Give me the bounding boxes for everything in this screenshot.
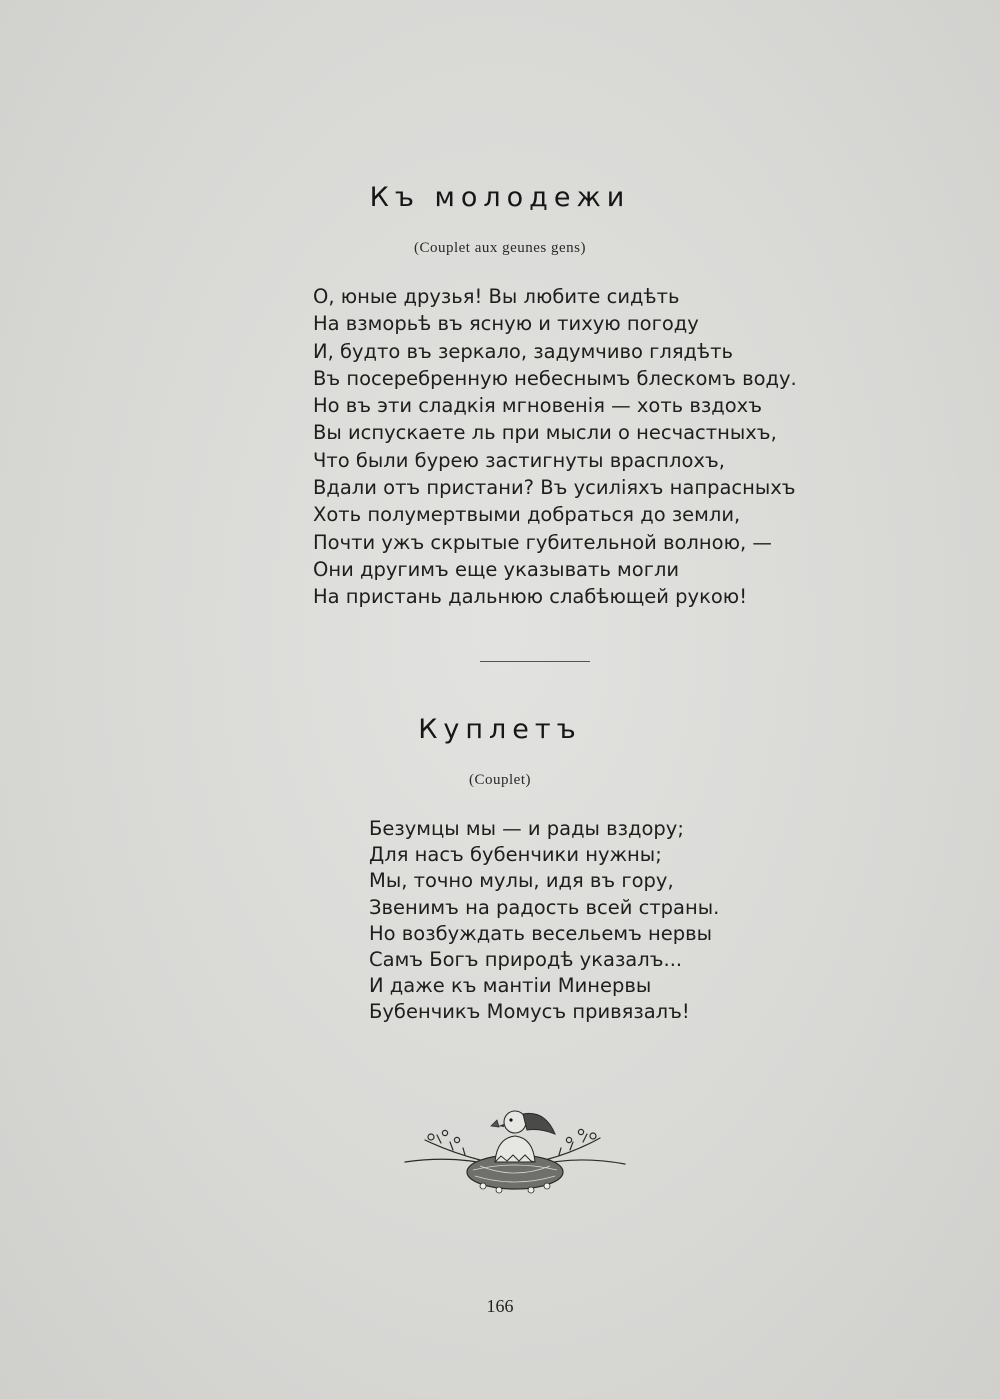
poem-line: Звенимъ на радость всей страны. [369, 895, 720, 919]
poem-title: Къ молодежи [369, 182, 631, 213]
poem-line: Безумцы мы — и рады вздору; [369, 817, 684, 840]
poem-line: На пристань дальнюю слабѣющей рукою! [313, 585, 748, 609]
poem-line: Самъ Богъ природѣ указалъ... [369, 947, 683, 971]
poem-line: Бубенчикъ Момусъ привязалъ! [369, 1000, 690, 1024]
poem-line: Они другимъ еще указывать могли [313, 557, 680, 581]
poem-line: Для насъ бубенчики нужны; [369, 843, 662, 867]
poem-subtitle: (Couplet) [469, 772, 531, 788]
poem-line: И, будто въ зеркало, задумчиво глядѣть [313, 339, 733, 363]
poem-line: Но въ эти сладкія мгновенія — хоть вздохъ [313, 394, 762, 418]
poem-stanza [369, 816, 719, 1026]
poem-line: И даже къ мантіи Минервы [369, 974, 652, 998]
page-number: 166 [486, 1296, 514, 1316]
poem-line: Почти ужъ скрытые губительной волною, — [313, 530, 772, 554]
poem-line: Вдали отъ пристани? Въ усиліяхъ напрасныхъ [313, 476, 796, 500]
poem-subtitle: (Couplet aux geunes gens) [413, 240, 587, 256]
section-divider [480, 661, 590, 662]
poem-line: Вы испускаете ль при мысли о несчастныхъ, [313, 421, 777, 445]
poem-title: Куплетъ [418, 714, 582, 745]
poem-line: На взморьѣ въ ясную и тихую погоду [313, 312, 699, 336]
poem-line: Что были бурею застигнуты врасплохъ, [313, 448, 725, 472]
poem-line: Но возбуждать весельемъ нервы [369, 921, 713, 945]
poem-line: О, юные друзья! Вы любите сидѣть [313, 285, 680, 308]
bird-nest-vignette-icon [395, 1100, 635, 1205]
poem-line: Мы, точно мулы, идя въ гору, [369, 869, 674, 893]
poem-stanza [313, 283, 797, 611]
poem-line: Въ посеребренную небеснымъ блескомъ воду. [313, 366, 797, 390]
poem-line: Хоть полумертвыми добраться до земли, [313, 503, 741, 527]
